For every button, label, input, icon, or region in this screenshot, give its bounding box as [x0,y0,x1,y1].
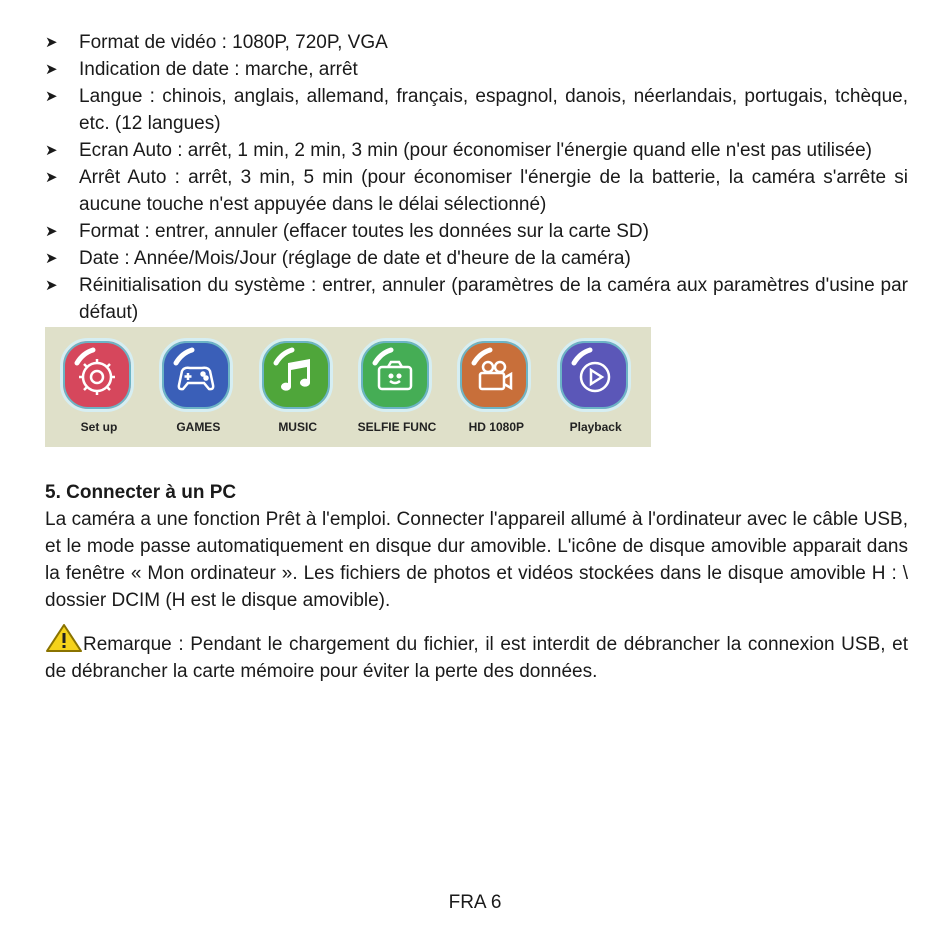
setup-tile [60,338,134,412]
music-tile [259,338,333,412]
video-tile [457,338,531,412]
menu-item-games [154,327,253,447]
menu-label: GAMES [176,420,221,434]
list-item: ➤ Indication de date : marche, arrêt [45,56,908,83]
bullet-arrow-icon: ➤ [45,88,58,105]
camera-icon [379,362,411,389]
menu-item-playback [552,327,651,447]
play-icon [581,363,609,391]
list-item: ➤ Format de vidéo : 1080P, 720P, VGA [45,29,908,56]
music-note-icon [281,359,310,391]
selfie-tile [358,338,432,412]
menu-item-hd-1080p [452,327,551,447]
list-item: ➤ Arrêt Auto : arrêt, 3 min, 5 min (pour économiser l'énergie de la batterie, la caméra s'arrête si aucune touche n'est appuyée dans le délai sélectionné) [45,164,908,218]
playback-tile [557,338,631,412]
page-number: FRA 6 [448,892,502,913]
games-tile [159,338,233,412]
menu-label: Set up [80,420,118,434]
list-item: ➤ Date : Année/Mois/Jour (réglage de date et d'heure de la caméra) [45,245,908,272]
bullet-arrow-icon: ➤ [45,223,58,240]
section-paragraph: La caméra a une fonction Prêt à l'emploi. Connecter l'appareil allumé à l'ordinateur avec le câble USB, et le mode passe automatiquement en disque dur amovible. L'icône de disque amovible apparait dans la fenêtre « Mon ordinateur ». Les fichiers de photos et vidéos stockées dans le disque amovible H : \ dossier DCIM (H est le disque amovible). [45,509,908,611]
gear-icon [79,359,115,395]
list-item: ➤ Format : entrer, annuler (effacer toutes les données sur la carte SD) [45,218,908,245]
list-item: ➤ Ecran Auto : arrêt, 1 min, 2 min, 3 min (pour économiser l'énergie quand elle n'est pas utilisée) [45,137,908,164]
menu-label: Playback [569,420,622,434]
menu-label: HD 1080P [468,420,524,434]
bullet-arrow-icon: ➤ [45,169,58,186]
note-paragraph [45,623,908,685]
list-item: ➤ Langue : chinois, anglais, allemand, français, espagnol, danois, néerlandais, portugais, tchèque, etc. (12 langues) [45,83,908,137]
camera-menu-screenshot [45,327,651,447]
note-text: Remarque : Pendant le chargement du fichier, il est interdit de débrancher la connexion USB, et de débrancher la carte mémoire pour éviter la perte des données. [45,634,908,682]
bullet-arrow-icon: ➤ [45,142,58,159]
menu-label: MUSIC [278,420,317,434]
bullet-arrow-icon: ➤ [45,34,58,51]
settings-list [45,29,908,326]
document-page [45,29,908,685]
bullet-arrow-icon: ➤ [45,277,58,294]
menu-item-selfie [353,327,452,447]
menu-item-setup [55,327,154,447]
menu-label: SELFIE FUNC [357,420,437,434]
menu-item-music [254,327,353,447]
bullet-arrow-icon: ➤ [45,250,58,267]
gamepad-icon [179,368,213,389]
video-camera-icon [480,362,511,389]
bullet-arrow-icon: ➤ [45,61,58,78]
list-item: ➤ Réinitialisation du système : entrer, annuler (paramètres de la caméra aux paramètres d'usine par défaut) [45,272,908,326]
warning-icon [45,623,83,653]
section-title: 5. Connecter à un PC [45,482,237,503]
